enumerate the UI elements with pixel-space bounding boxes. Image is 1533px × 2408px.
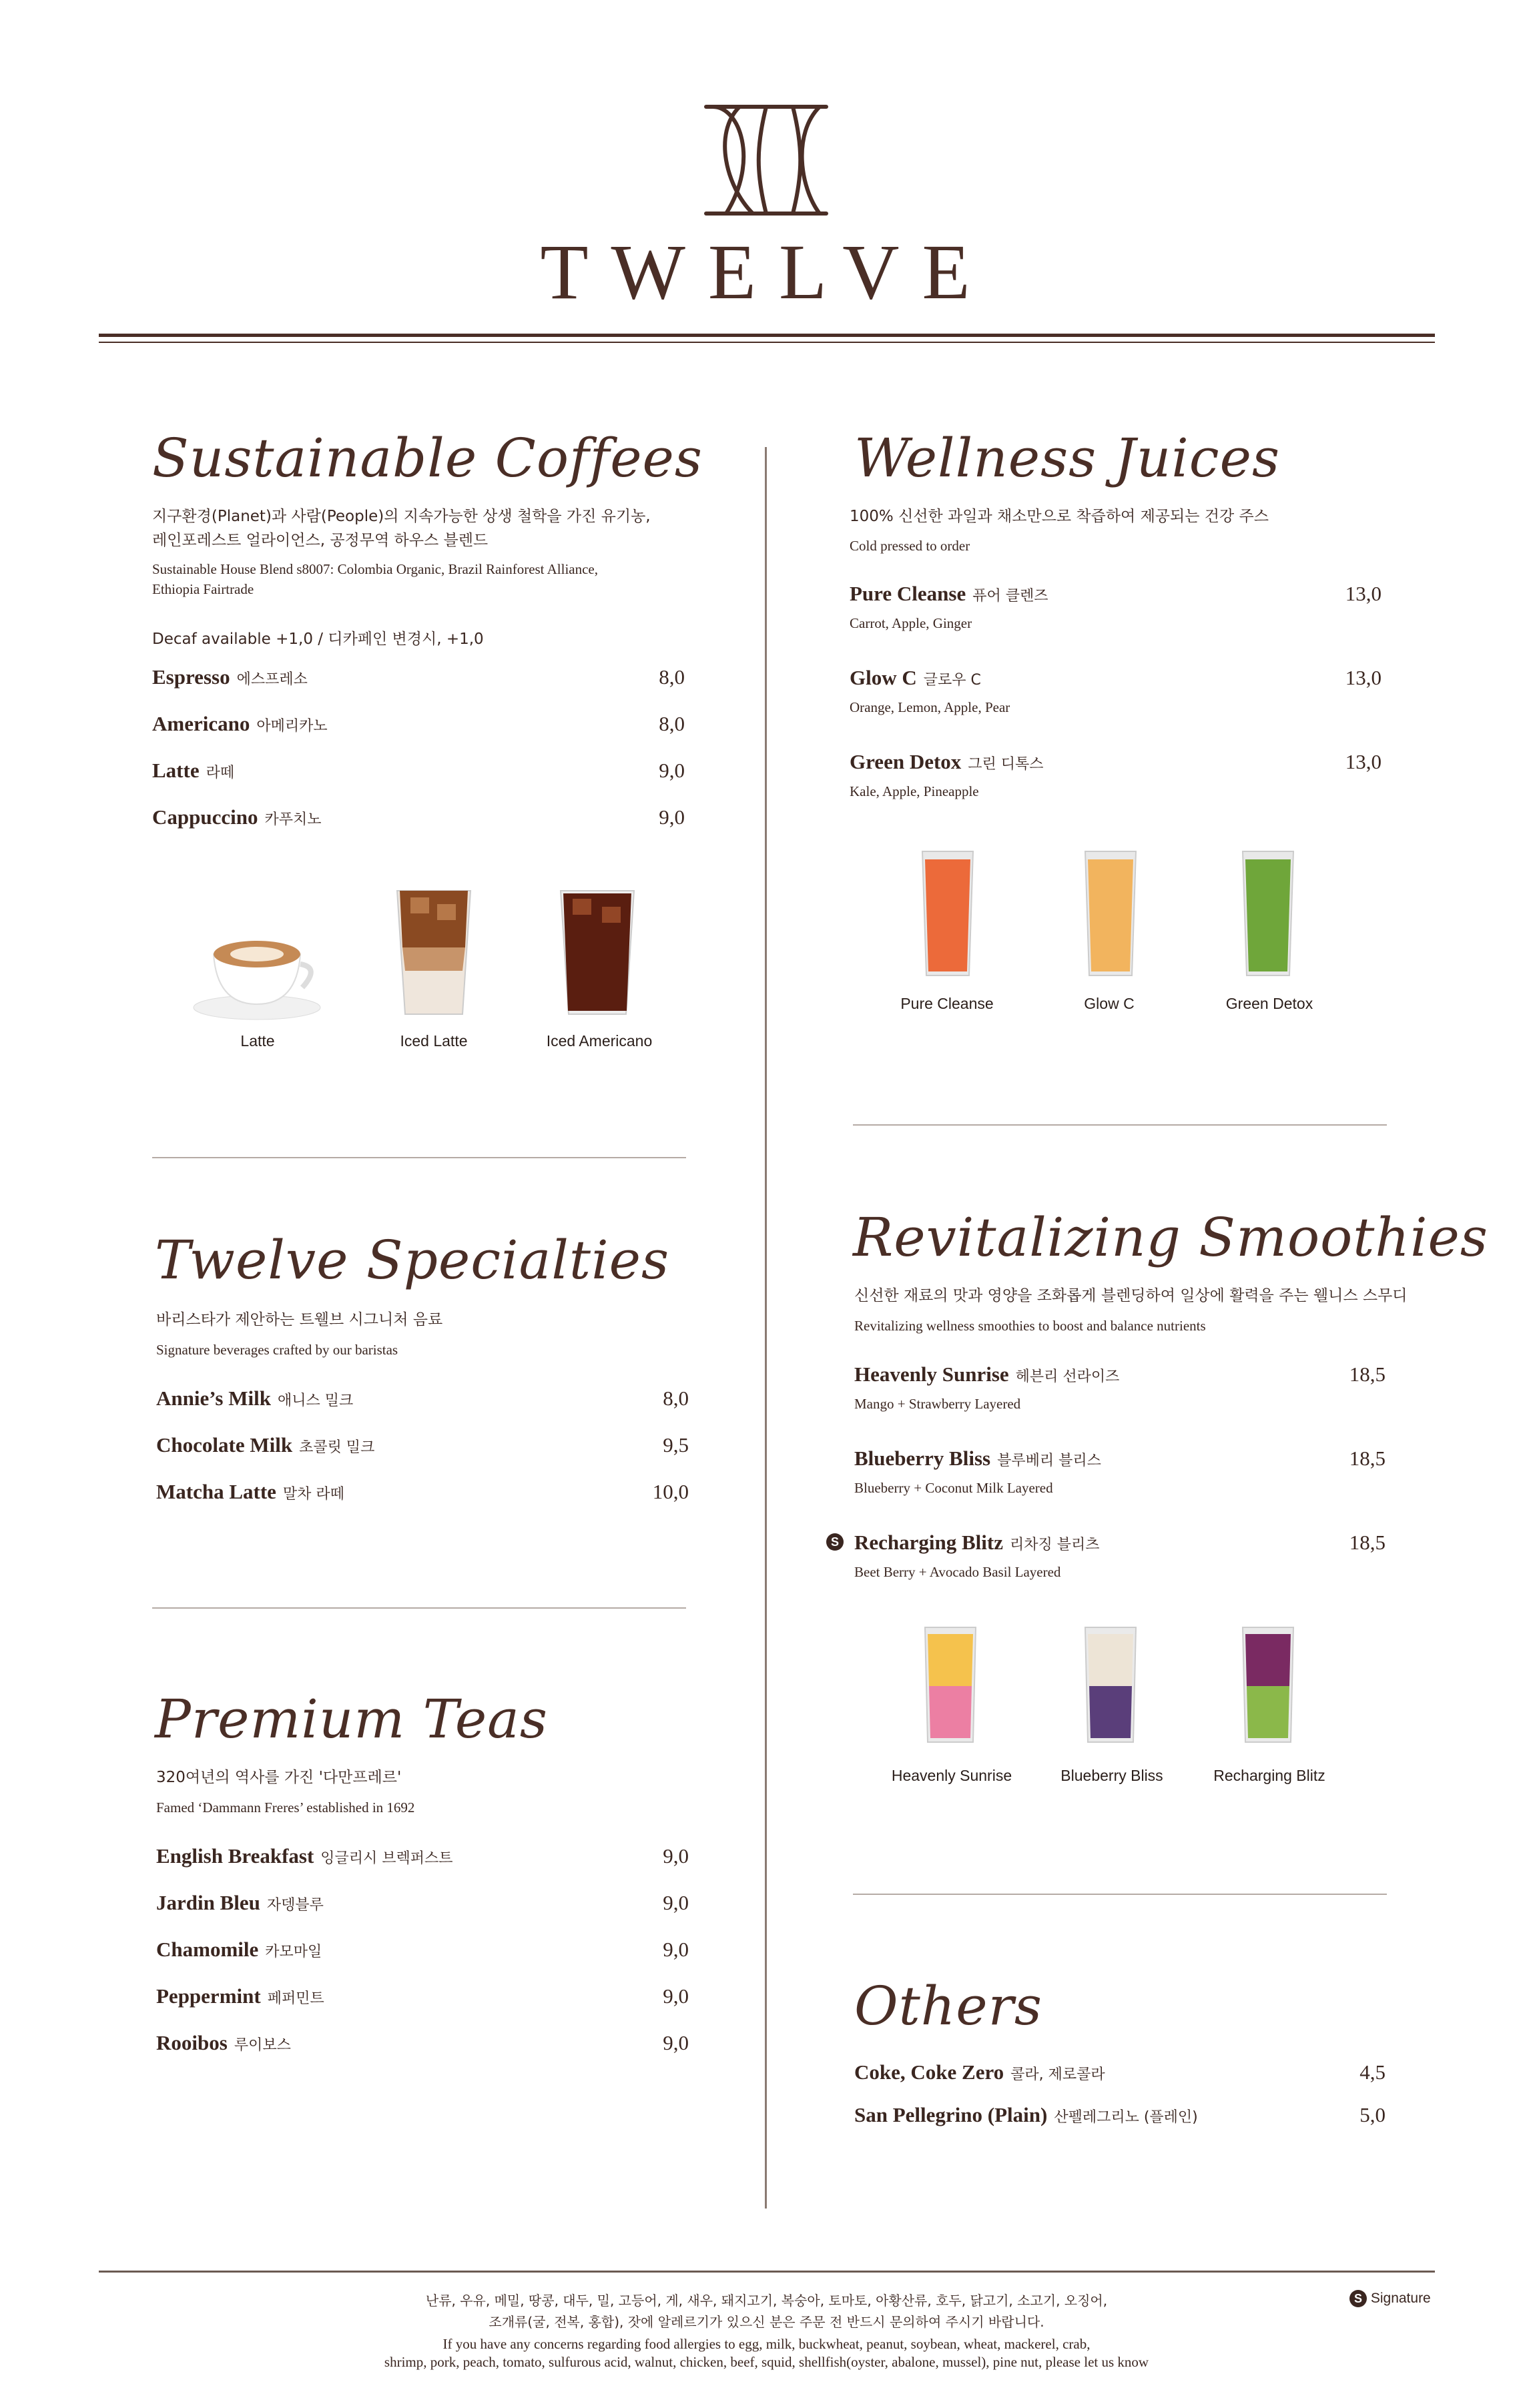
signature-legend — [1349, 2290, 1431, 2307]
item-price: 13,0 — [1345, 750, 1382, 773]
item-price: 9,0 — [663, 1938, 689, 1961]
photo-caption: Pure Cleanse — [900, 995, 994, 1012]
menu-item-peppermint — [156, 1984, 324, 2008]
item-name: Green Detox — [850, 750, 962, 773]
item-price: 8,0 — [663, 1386, 689, 1410]
section-divider — [152, 1157, 686, 1158]
item-name-ko: 그린 디톡스 — [968, 756, 1044, 773]
signature-badge-icon: S — [1349, 2290, 1367, 2307]
item-name-ko: 산펠레그리노 (플레인) — [1054, 2109, 1198, 2126]
recharging-blitz-image — [1240, 1625, 1296, 1745]
item-price: 9,0 — [663, 2031, 689, 2054]
allergy-notice-ko — [0, 2290, 1533, 2333]
item-name: Pure Cleanse — [850, 582, 966, 605]
coffees-desc-ko-1: 지구환경(Planet)과 사람(People)의 지속가능한 상생 철학을 가진 유기농, — [152, 508, 651, 525]
photo-caption: Heavenly Sunrise — [891, 1767, 1012, 1784]
menu-item-espresso — [152, 665, 308, 689]
item-name-ko: 초콜릿 밀크 — [299, 1439, 375, 1456]
menu-item-green-detox — [850, 750, 1044, 774]
item-price: 5,0 — [1359, 2103, 1386, 2126]
menu-item-annies-milk — [156, 1386, 353, 1411]
juices-desc-en: Cold pressed to order — [850, 538, 970, 554]
coffees-desc-ko-2: 레인포레스트 얼라이언스, 공정무역 하우스 블렌드 — [152, 532, 489, 549]
item-price: 8,0 — [659, 712, 685, 735]
menu-item-jardin-bleu — [156, 1891, 324, 1915]
section-title-specialties: Twelve Specialties — [155, 1229, 670, 1291]
item-name-ko: 블루베리 블리스 — [997, 1453, 1101, 1469]
item-name: Chocolate Milk — [156, 1433, 293, 1457]
item-name-ko: 페퍼민트 — [267, 1990, 324, 2007]
allergy-en-line-1: If you have any concerns regarding food allergies to egg, milk, buckwheat, peanut, soybean, wheat, mackerel, crab, — [442, 2336, 1091, 2352]
photo-caption: Latte — [240, 1032, 275, 1050]
item-price: 18,5 — [1349, 1362, 1386, 1386]
item-name-ko: 퓨어 클렌즈 — [972, 588, 1048, 605]
item-price: 10,0 — [652, 1480, 689, 1503]
coffees-desc-en-1: Sustainable House Blend s8007: Colombia Organic, Brazil Rainforest Alliance, — [152, 561, 598, 577]
section-divider — [853, 1894, 1387, 1895]
header-divider — [99, 334, 1435, 337]
menu-item-matcha-latte — [156, 1480, 344, 1504]
green-detox-image — [1240, 849, 1296, 978]
item-ingredients: Carrot, Apple, Ginger — [850, 615, 972, 631]
item-name: Espresso — [152, 665, 230, 689]
item-name-ko: 카모마일 — [265, 1944, 322, 1960]
item-name-ko: 글로우 C — [923, 672, 981, 689]
item-name: Glow C — [850, 666, 917, 689]
item-price: 18,5 — [1349, 1447, 1386, 1470]
allergy-notice-en — [0, 2335, 1533, 2371]
item-name-ko: 자뎅블루 — [266, 1897, 324, 1914]
teas-desc-ko: 320여년의 역사를 가진 '다만프레르' — [156, 1769, 402, 1786]
item-name-ko: 루이보스 — [234, 2037, 291, 2054]
item-name: English Breakfast — [156, 1844, 314, 1868]
juices-desc-ko: 100% 신선한 과일과 채소만으로 착즙하여 제공되는 건강 주스 — [850, 508, 1269, 525]
item-name: Rooibos — [156, 2031, 228, 2054]
brand-name: TWELVE — [540, 228, 993, 316]
pure-cleanse-image — [920, 849, 976, 978]
footer-divider — [99, 2271, 1435, 2273]
menu-item-rooibos — [156, 2031, 291, 2055]
heavenly-sunrise-image — [922, 1625, 978, 1745]
menu-item-blueberry-bliss — [854, 1447, 1101, 1471]
item-price: 9,0 — [663, 1984, 689, 2008]
item-price: 8,0 — [659, 665, 685, 689]
item-name-ko: 리차징 블리츠 — [1010, 1537, 1100, 1553]
glow-c-image — [1083, 849, 1139, 978]
menu-item-latte — [152, 759, 234, 783]
menu-item-glow-c — [850, 666, 981, 690]
iced-latte-image — [390, 884, 477, 1018]
item-name-ko: 콜라, 제로콜라 — [1010, 2066, 1105, 2083]
section-title-smoothies: Revitalizing Smoothies — [853, 1206, 1488, 1268]
menu-item-chocolate-milk — [156, 1433, 374, 1457]
coffees-desc-en-2: Ethiopia Fairtrade — [152, 581, 254, 597]
photo-caption: Green Detox — [1225, 995, 1313, 1012]
item-price: 18,5 — [1349, 1531, 1386, 1554]
section-title-teas: Premium Teas — [155, 1688, 548, 1750]
item-name-ko: 헤븐리 선라이즈 — [1015, 1368, 1120, 1385]
menu-item-americano — [152, 712, 328, 736]
signature-label: Signature — [1370, 2291, 1431, 2306]
xii-logo-icon — [699, 93, 833, 227]
photo-caption: Iced Latte — [400, 1032, 468, 1050]
item-price: 13,0 — [1345, 666, 1382, 689]
item-name: Chamomile — [156, 1938, 259, 1961]
header-divider-thin — [99, 342, 1435, 343]
decaf-note: Decaf available +1,0 / 디카페인 변경시, +1,0 — [152, 631, 484, 648]
menu-item-heavenly-sunrise — [854, 1362, 1119, 1386]
menu-item-chamomile — [156, 1938, 322, 1962]
item-name: Matcha Latte — [156, 1480, 276, 1503]
menu-item-san-pellegrino — [854, 2103, 1198, 2127]
photo-caption: Glow C — [1084, 995, 1135, 1012]
item-name-ko: 잉글리시 브렉퍼스트 — [320, 1850, 453, 1867]
item-price: 9,0 — [663, 1891, 689, 1914]
allergy-ko-line-1: 난류, 우유, 메밀, 땅콩, 대두, 밀, 고등어, 게, 새우, 돼지고기, 복숭아, 토마토, 아황산류, 호두, 닭고기, 소고기, 오징어, — [425, 2293, 1108, 2309]
allergy-ko-line-2: 조개류(굴, 전복, 홍합), 잣에 알레르기가 있으신 분은 주문 전 반드시 문의하여 주시기 바랍니다. — [489, 2314, 1044, 2330]
section-divider — [152, 1607, 686, 1609]
item-name-ko: 에스프레소 — [236, 671, 308, 688]
photo-caption: Blueberry Bliss — [1060, 1767, 1163, 1784]
column-divider — [765, 447, 767, 2209]
section-title-others: Others — [854, 1975, 1042, 2037]
item-name-ko: 라떼 — [206, 765, 235, 781]
menu-item-cappuccino — [152, 805, 322, 829]
item-ingredients: Blueberry + Coconut Milk Layered — [854, 1480, 1053, 1496]
menu-item-coke — [854, 2060, 1105, 2084]
photo-caption: Recharging Blitz — [1213, 1767, 1325, 1784]
item-name-ko: 카푸치노 — [264, 811, 322, 828]
item-price: 9,5 — [663, 1433, 689, 1457]
latte-cup-image — [190, 914, 324, 1021]
smoothies-desc-ko: 신선한 재료의 맛과 영양을 조화롭게 블렌딩하여 일상에 활력을 주는 웰니스 스무디 — [854, 1287, 1408, 1304]
item-name-ko: 애니스 밀크 — [277, 1392, 354, 1409]
specialties-desc-en: Signature beverages crafted by our baristas — [156, 1342, 398, 1358]
menu-item-english-breakfast — [156, 1844, 453, 1868]
item-name-ko: 아메리카노 — [256, 718, 328, 735]
item-name: Americano — [152, 712, 250, 735]
smoothies-desc-en: Revitalizing wellness smoothies to boost and balance nutrients — [854, 1318, 1206, 1334]
section-divider — [853, 1124, 1387, 1126]
item-name: Peppermint — [156, 1984, 261, 2008]
specialties-desc-ko: 바리스타가 제안하는 트웰브 시그니처 음료 — [156, 1311, 443, 1328]
item-name: Heavenly Sunrise — [854, 1362, 1009, 1386]
item-name: Latte — [152, 759, 200, 782]
item-price: 4,5 — [1359, 2060, 1386, 2084]
item-ingredients: Mango + Strawberry Layered — [854, 1396, 1021, 1412]
item-name: Recharging Blitz — [854, 1531, 1003, 1554]
item-name: Blueberry Bliss — [854, 1447, 991, 1470]
item-ingredients: Kale, Apple, Pineapple — [850, 783, 979, 799]
photo-caption: Iced Americano — [546, 1032, 653, 1050]
allergy-en-line-2: shrimp, pork, peach, tomato, sulfurous acid, walnut, chicken, beef, squid, shellfish(oyster, abalone, mussel), pine nut, please let us know — [384, 2354, 1149, 2370]
menu-item-recharging-blitz — [854, 1531, 1100, 1555]
section-title-coffees: Sustainable Coffees — [152, 427, 703, 489]
section-title-juices: Wellness Juices — [854, 427, 1281, 489]
item-price: 9,0 — [659, 805, 685, 829]
item-ingredients: Orange, Lemon, Apple, Pear — [850, 699, 1010, 715]
signature-badge-icon: S — [826, 1533, 844, 1551]
item-name: Jardin Bleu — [156, 1891, 260, 1914]
item-name-ko: 말차 라떼 — [282, 1486, 344, 1503]
blueberry-bliss-image — [1083, 1625, 1139, 1745]
item-price: 9,0 — [663, 1844, 689, 1868]
item-name: San Pellegrino (Plain) — [854, 2103, 1048, 2126]
item-name: Annie’s Milk — [156, 1386, 271, 1410]
teas-desc-en: Famed ‘Dammann Freres’ established in 1692 — [156, 1799, 415, 1816]
item-name: Coke, Coke Zero — [854, 2060, 1004, 2084]
iced-americano-image — [554, 884, 641, 1018]
item-name: Cappuccino — [152, 805, 258, 829]
item-price: 9,0 — [659, 759, 685, 782]
item-price: 13,0 — [1345, 582, 1382, 605]
menu-item-pure-cleanse — [850, 582, 1048, 606]
item-ingredients: Beet Berry + Avocado Basil Layered — [854, 1564, 1061, 1580]
